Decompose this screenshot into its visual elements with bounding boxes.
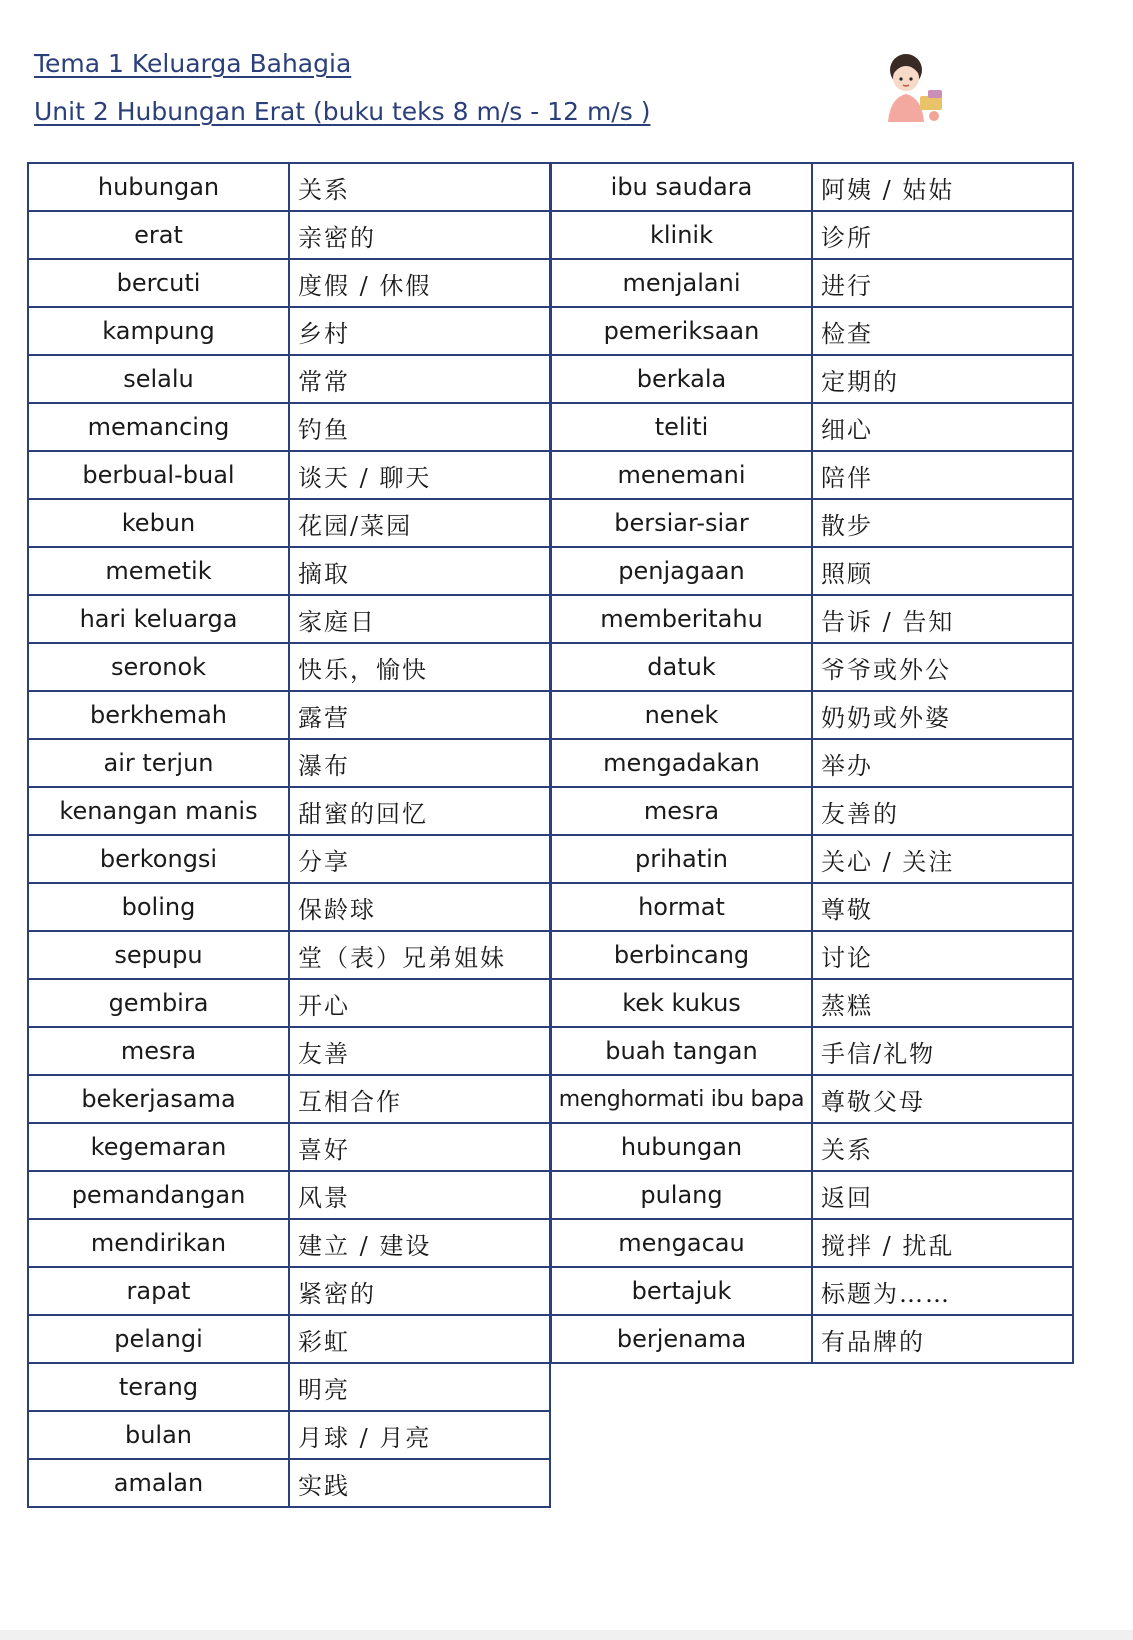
chinese-meaning: 蒸糕 <box>812 979 1073 1027</box>
table-row <box>551 1171 1073 1219</box>
chinese-meaning: 分享 <box>289 835 550 883</box>
malay-word: air terjun <box>28 739 289 787</box>
malay-word: hari keluarga <box>28 595 289 643</box>
malay-word: klinik <box>551 211 812 259</box>
malay-word: berbincang <box>551 931 812 979</box>
table-row <box>551 403 1073 451</box>
chinese-meaning: 讨论 <box>812 931 1073 979</box>
malay-word: hormat <box>551 883 812 931</box>
table-row <box>551 643 1073 691</box>
table-row <box>28 1267 550 1315</box>
table-row <box>551 1027 1073 1075</box>
table-row <box>551 1123 1073 1171</box>
chinese-meaning: 举办 <box>812 739 1073 787</box>
chinese-meaning: 友善的 <box>812 787 1073 835</box>
table-row <box>551 499 1073 547</box>
malay-word: menghormati ibu bapa <box>551 1075 812 1123</box>
chinese-meaning: 堂（表）兄弟姐妹 <box>289 931 550 979</box>
chinese-meaning: 家庭日 <box>289 595 550 643</box>
chinese-meaning: 互相合作 <box>289 1075 550 1123</box>
table-row <box>28 211 550 259</box>
chinese-meaning: 阿姨 / 姑姑 <box>812 163 1073 211</box>
malay-word: gembira <box>28 979 289 1027</box>
malay-word: hubungan <box>28 163 289 211</box>
malay-word: teliti <box>551 403 812 451</box>
table-row <box>28 1075 550 1123</box>
malay-word: nenek <box>551 691 812 739</box>
chinese-meaning: 尊敬父母 <box>812 1075 1073 1123</box>
table-row <box>28 547 550 595</box>
malay-word: berjenama <box>551 1315 812 1363</box>
chinese-meaning: 紧密的 <box>289 1267 550 1315</box>
table-row <box>28 1219 550 1267</box>
table-row <box>551 1267 1073 1315</box>
chinese-meaning: 诊所 <box>812 211 1073 259</box>
malay-word: sepupu <box>28 931 289 979</box>
malay-word: pemandangan <box>28 1171 289 1219</box>
chinese-meaning: 喜好 <box>289 1123 550 1171</box>
malay-word: kegemaran <box>28 1123 289 1171</box>
page-subtitle: Unit 2 Hubungan Erat (buku teks 8 m/s - 12 m/s ) <box>34 97 651 126</box>
table-row <box>28 1171 550 1219</box>
table-row <box>28 739 550 787</box>
chinese-meaning: 花园/菜园 <box>289 499 550 547</box>
chinese-meaning: 友善 <box>289 1027 550 1075</box>
chinese-meaning: 关系 <box>289 163 550 211</box>
malay-word: berbual-bual <box>28 451 289 499</box>
table-row <box>28 451 550 499</box>
chinese-meaning: 有品牌的 <box>812 1315 1073 1363</box>
malay-word: bercuti <box>28 259 289 307</box>
malay-word: prihatin <box>551 835 812 883</box>
vocab-table-left <box>27 162 551 1508</box>
table-row <box>28 163 550 211</box>
chinese-meaning: 进行 <box>812 259 1073 307</box>
table-row <box>28 979 550 1027</box>
chinese-meaning: 返回 <box>812 1171 1073 1219</box>
chinese-meaning: 开心 <box>289 979 550 1027</box>
chinese-meaning: 保龄球 <box>289 883 550 931</box>
malay-word: amalan <box>28 1459 289 1507</box>
malay-word: bertajuk <box>551 1267 812 1315</box>
chinese-meaning: 标题为…… <box>812 1267 1073 1315</box>
chinese-meaning: 定期的 <box>812 355 1073 403</box>
chinese-meaning: 搅拌 / 扰乱 <box>812 1219 1073 1267</box>
chinese-meaning: 尊敬 <box>812 883 1073 931</box>
malay-word: berkala <box>551 355 812 403</box>
chinese-meaning: 建立 / 建设 <box>289 1219 550 1267</box>
table-row <box>551 931 1073 979</box>
malay-word: bulan <box>28 1411 289 1459</box>
table-row <box>551 787 1073 835</box>
malay-word: seronok <box>28 643 289 691</box>
malay-word: mesra <box>28 1027 289 1075</box>
malay-word: penjagaan <box>551 547 812 595</box>
malay-word: selalu <box>28 355 289 403</box>
chinese-meaning: 乡村 <box>289 307 550 355</box>
table-row <box>28 403 550 451</box>
malay-word: pulang <box>551 1171 812 1219</box>
malay-word: mengadakan <box>551 739 812 787</box>
malay-word: rapat <box>28 1267 289 1315</box>
chinese-meaning: 陪伴 <box>812 451 1073 499</box>
vocab-table-right <box>550 162 1074 1364</box>
chinese-meaning: 奶奶或外婆 <box>812 691 1073 739</box>
malay-word: menemani <box>551 451 812 499</box>
malay-word: datuk <box>551 643 812 691</box>
table-row <box>28 1315 550 1363</box>
malay-word: bekerjasama <box>28 1075 289 1123</box>
chinese-meaning: 实践 <box>289 1459 550 1507</box>
table-row <box>551 835 1073 883</box>
table-row <box>28 307 550 355</box>
table-row <box>28 1411 550 1459</box>
malay-word: kampung <box>28 307 289 355</box>
table-row <box>28 259 550 307</box>
malay-word: pelangi <box>28 1315 289 1363</box>
document-header <box>34 40 650 136</box>
table-row <box>551 163 1073 211</box>
chinese-meaning: 谈天 / 聊天 <box>289 451 550 499</box>
malay-word: buah tangan <box>551 1027 812 1075</box>
table-row <box>551 883 1073 931</box>
table-row <box>28 835 550 883</box>
page-title: Tema 1 Keluarga Bahagia <box>34 49 352 78</box>
chinese-meaning: 检查 <box>812 307 1073 355</box>
chinese-meaning: 风景 <box>289 1171 550 1219</box>
table-row <box>551 307 1073 355</box>
malay-word: ibu saudara <box>551 163 812 211</box>
chinese-meaning: 关系 <box>812 1123 1073 1171</box>
malay-word: kenangan manis <box>28 787 289 835</box>
malay-word: bersiar-siar <box>551 499 812 547</box>
table-row <box>551 1219 1073 1267</box>
malay-word: boling <box>28 883 289 931</box>
chinese-meaning: 亲密的 <box>289 211 550 259</box>
table-row <box>28 931 550 979</box>
malay-word: berkhemah <box>28 691 289 739</box>
table-row <box>551 211 1073 259</box>
malay-word: mengacau <box>551 1219 812 1267</box>
chinese-meaning: 手信/礼物 <box>812 1027 1073 1075</box>
table-row <box>551 595 1073 643</box>
table-row <box>28 1459 550 1507</box>
malay-word: hubungan <box>551 1123 812 1171</box>
table-row <box>551 979 1073 1027</box>
chinese-meaning: 度假 / 休假 <box>289 259 550 307</box>
malay-word: pemeriksaan <box>551 307 812 355</box>
chinese-meaning: 快乐，愉快 <box>289 643 550 691</box>
chinese-meaning: 爷爷或外公 <box>812 643 1073 691</box>
malay-word: kek kukus <box>551 979 812 1027</box>
malay-word: kebun <box>28 499 289 547</box>
page-bottom-edge <box>0 1630 1133 1640</box>
chinese-meaning: 甜蜜的回忆 <box>289 787 550 835</box>
chinese-meaning: 彩虹 <box>289 1315 550 1363</box>
table-row <box>28 1027 550 1075</box>
table-row <box>28 1123 550 1171</box>
chinese-meaning: 照顾 <box>812 547 1073 595</box>
malay-word: memetik <box>28 547 289 595</box>
chinese-meaning: 常常 <box>289 355 550 403</box>
table-row <box>551 451 1073 499</box>
table-row <box>28 499 550 547</box>
chinese-meaning: 细心 <box>812 403 1073 451</box>
malay-word: erat <box>28 211 289 259</box>
table-row <box>28 1363 550 1411</box>
table-row <box>28 595 550 643</box>
chinese-meaning: 钓鱼 <box>289 403 550 451</box>
chinese-meaning: 瀑布 <box>289 739 550 787</box>
table-row <box>551 355 1073 403</box>
table-row <box>551 739 1073 787</box>
chinese-meaning: 散步 <box>812 499 1073 547</box>
teacher-avatar-icon <box>870 48 960 128</box>
chinese-meaning: 月球 / 月亮 <box>289 1411 550 1459</box>
malay-word: memberitahu <box>551 595 812 643</box>
malay-word: mendirikan <box>28 1219 289 1267</box>
malay-word: menjalani <box>551 259 812 307</box>
malay-word: terang <box>28 1363 289 1411</box>
table-row <box>28 691 550 739</box>
table-row <box>551 547 1073 595</box>
chinese-meaning: 告诉 / 告知 <box>812 595 1073 643</box>
table-row <box>551 259 1073 307</box>
table-row <box>551 1315 1073 1363</box>
malay-word: mesra <box>551 787 812 835</box>
table-row <box>28 787 550 835</box>
malay-word: memancing <box>28 403 289 451</box>
table-row <box>28 883 550 931</box>
table-row <box>551 1075 1073 1123</box>
table-row <box>28 355 550 403</box>
chinese-meaning: 关心 / 关注 <box>812 835 1073 883</box>
chinese-meaning: 摘取 <box>289 547 550 595</box>
table-row <box>551 691 1073 739</box>
chinese-meaning: 露营 <box>289 691 550 739</box>
chinese-meaning: 明亮 <box>289 1363 550 1411</box>
table-row <box>28 643 550 691</box>
malay-word: berkongsi <box>28 835 289 883</box>
